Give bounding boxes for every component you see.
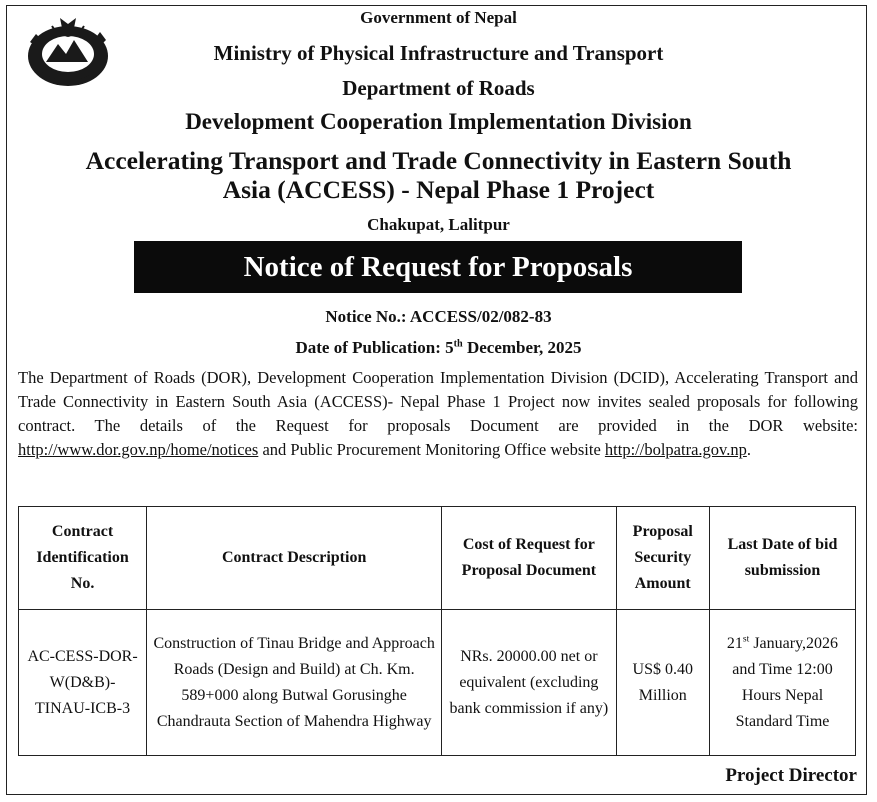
cell-contract-id: AC-CESS-DOR-W(D&B)-TINAU-ICB-3 — [19, 610, 147, 756]
office-location: Chakupat, Lalitpur — [367, 215, 510, 234]
project-title-line2: Asia (ACCESS) - Nepal Phase 1 Project — [222, 175, 655, 204]
notice-banner: Notice of Request for Proposals — [134, 241, 742, 293]
bolpatra-website-link[interactable]: http://bolpatra.gov.np — [604, 440, 747, 459]
header-document-cost: Cost of Request for Proposal Document — [442, 507, 616, 610]
header-security-amount: Proposal Security Amount — [616, 507, 709, 610]
dor-website-link[interactable]: http://www.dor.gov.np/home/notices — [18, 440, 259, 459]
cell-document-cost: NRs. 20000.00 net or equivalent (excluding bank commission if any) — [442, 610, 616, 756]
header-last-date: Last Date of bid submission — [709, 507, 855, 610]
publication-date-prefix: Date of Publication: 5 — [295, 338, 454, 357]
cell-last-date — [709, 610, 855, 756]
contract-table — [18, 506, 856, 756]
project-title — [0, 146, 877, 204]
publication-date-rest: December, 2025 — [462, 338, 582, 357]
notice-number: Notice No.: ACCESS/02/082-83 — [325, 307, 552, 326]
header-contract-id: Contract Identification No. — [19, 507, 147, 610]
ministry-title: Ministry of Physical Infrastructure and Transport — [213, 41, 664, 65]
department-title: Department of Roads — [342, 76, 535, 100]
intro-middle-text: and Public Procurement Monitoring Office website — [258, 440, 605, 459]
intro-end-text: . — [746, 440, 751, 459]
publication-date — [0, 338, 877, 358]
deadline-rest: January,2026 and Time 12:00 Hours Nepal Standard Time — [732, 634, 839, 730]
intro-paragraph — [18, 366, 858, 462]
cell-security-amount: US$ 0.40 Million — [616, 610, 709, 756]
intro-text: The Department of Roads (DOR), Development Cooperation Implementation Division (DCID), Accelerating Transport and Trade Connectivity in Eastern South Asia (ACCESS)- Nepal Phase 1 Project now invites sealed proposals for following contract. The details of the Request for proposals Document are provided in the DOR website: — [18, 368, 858, 435]
project-title-line1: Accelerating Transport and Trade Connectivity in Eastern South — [85, 146, 792, 175]
header-contract-description: Contract Description — [147, 507, 442, 610]
cell-contract-description: Construction of Tinau Bridge and Approach Roads (Design and Build) at Ch. Km. 589+000 along Butwal Gorusinghe Chandrauta Section of Mahendra Highway — [147, 610, 442, 756]
publication-date-suffix-ordinal: th — [453, 338, 463, 350]
deadline-ordinal: st — [742, 633, 750, 645]
table-row — [19, 610, 856, 756]
deadline-day: 21 — [726, 634, 743, 652]
division-title: Development Cooperation Implementation Division — [185, 109, 692, 134]
signatory: Project Director — [725, 765, 857, 786]
table-header-row — [19, 507, 856, 610]
government-title: Government of Nepal — [360, 8, 517, 27]
